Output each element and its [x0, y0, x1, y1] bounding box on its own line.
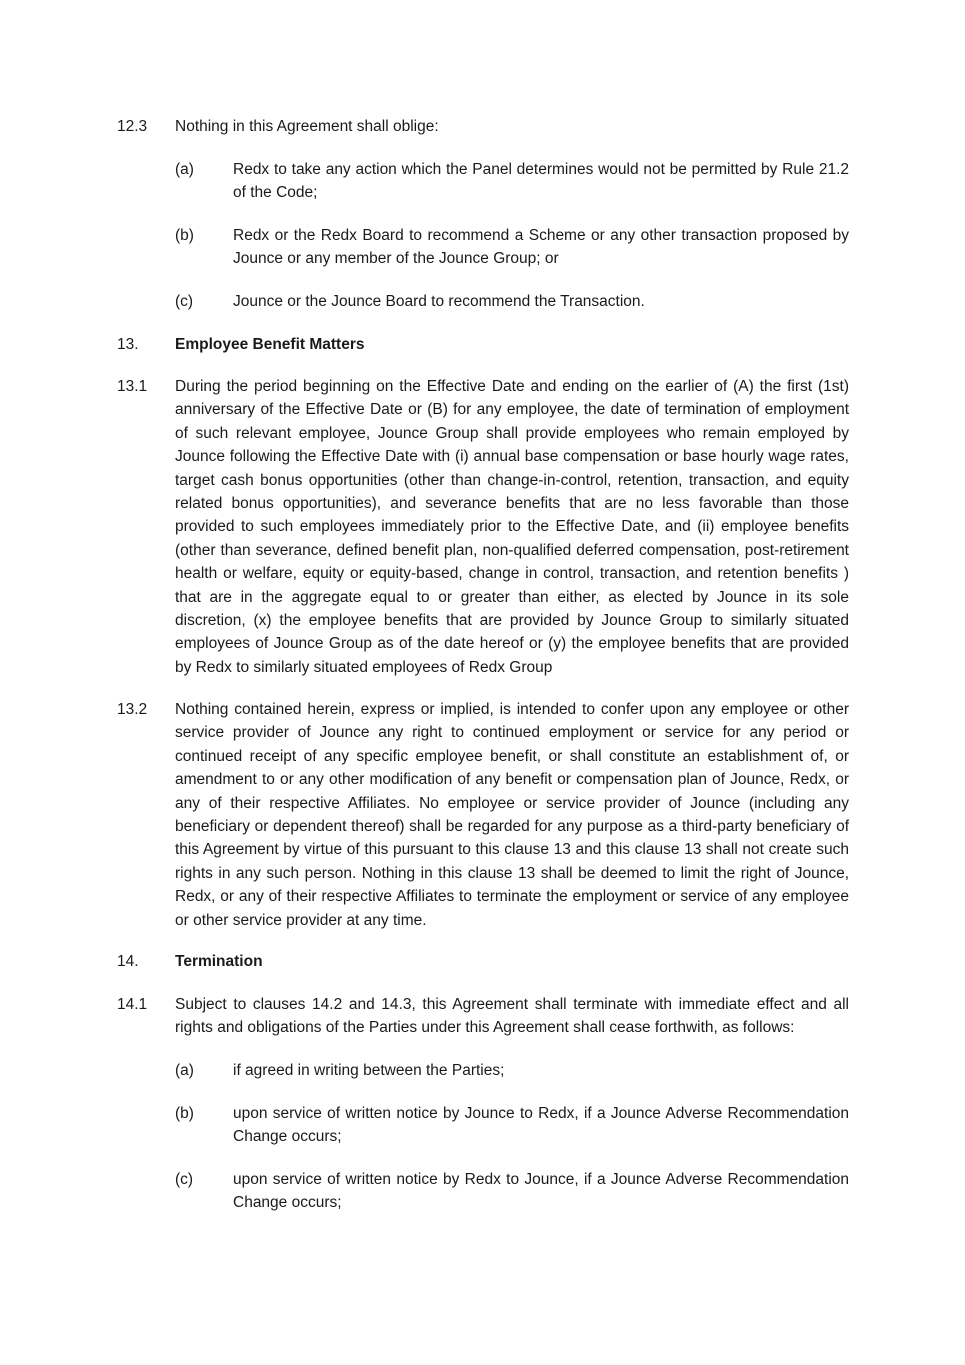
item-label: (c) [175, 1171, 194, 1188]
clause-number: 14.1 [117, 996, 148, 1013]
clause-14-1 [117, 993, 849, 1040]
clause-12-3-item-b [175, 224, 849, 271]
section-number: 13. [117, 336, 139, 353]
item-label: (b) [175, 1105, 194, 1122]
clause-13-2 [117, 698, 849, 932]
clause-text: Nothing contained herein, express or implied, is intended to confer upon any employee or other service provider of Jounce any right to continued employment or service for any period or continued receipt of any specific employee benefit, or shall constitute an establishment of, or amendment to or any other modification of any benefit or compensation plan of Jounce, Redx, or any of their respective Affiliates. No employee or service provider of Jounce (including any beneficiary or dependent thereof) shall be regarded for any purpose as a third-party beneficiary of this Agreement by virtue of this pursuant to this clause 13 and this clause 13 shall not create such rights in any such person. Nothing in this clause 13 shall be deemed to limit the right of Jounce, Redx, or any of their respective Affiliates to terminate the employment or service of any employee or other service provider at any time. [175, 701, 849, 929]
clause-13-1 [117, 375, 849, 679]
item-label: (a) [175, 1062, 194, 1079]
clause-12-3-item-a [175, 158, 849, 205]
clause-number: 13.2 [117, 701, 148, 718]
item-text: Jounce or the Jounce Board to recommend the Transaction. [233, 293, 645, 310]
section-title: Termination [175, 953, 263, 970]
clause-14-1-item-c [175, 1168, 849, 1215]
item-text: upon service of written notice by Redx to Jounce, if a Jounce Adverse Recommendation Change occurs; [233, 1171, 849, 1212]
item-label: (a) [175, 161, 194, 178]
item-label: (c) [175, 293, 194, 310]
section-title: Employee Benefit Matters [175, 336, 365, 353]
clause-number: 12.3 [117, 118, 148, 135]
item-text: Redx or the Redx Board to recommend a Scheme or any other transaction proposed by Jounce or any member of the Jounce Group; or [233, 227, 849, 268]
section-14-heading [117, 950, 849, 973]
section-13-heading [117, 333, 849, 356]
clause-12-3-item-c [175, 290, 849, 313]
clause-text: During the period beginning on the Effective Date and ending on the earlier of (A) the first (1st) anniversary of the Effective Date or (B) for any employee, the date of termination of employment of such relevant employee, Jounce Group shall provide employees who remain employed by Jounce following the Effective Date with (i) annual base compensation or base hourly wage rates, target cash bonus opportunities (other than change-in-control, retention, transaction, and equity related bonus opportunities), and severance benefits that are no less favorable than those provided to such employees immediately prior to the Effective Date, and (ii) employee benefits (other than severance, defined benefit plan, non-qualified deferred compensation, post-retirement health or welfare, equity or equity-based, change in control, transaction, and retention benefits ) that are in the aggregate equal to or greater than either, as elected by Jounce in its sole discretion, (x) the employee benefits that are provided by Jounce Group to similarly situated employees of Jounce Group as of the date hereof or (y) the employee benefits that are provided by Redx to similarly situated employees of Redx Group [175, 378, 849, 676]
clause-12-3 [117, 115, 849, 138]
item-text: if agreed in writing between the Parties; [233, 1062, 505, 1079]
section-number: 14. [117, 953, 139, 970]
item-text: Redx to take any action which the Panel determines would not be permitted by Rule 21.2 of the Code; [233, 161, 849, 202]
clause-14-1-item-a [175, 1059, 849, 1082]
clause-14-1-item-b [175, 1102, 849, 1149]
item-label: (b) [175, 227, 194, 244]
item-text: upon service of written notice by Jounce to Redx, if a Jounce Adverse Recommendation Change occurs; [233, 1105, 849, 1146]
clause-text: Nothing in this Agreement shall oblige: [175, 118, 439, 135]
clause-number: 13.1 [117, 378, 148, 395]
clause-text: Subject to clauses 14.2 and 14.3, this Agreement shall terminate with immediate effect and all rights and obligations of the Parties under this Agreement shall cease forthwith, as follows: [175, 996, 849, 1037]
